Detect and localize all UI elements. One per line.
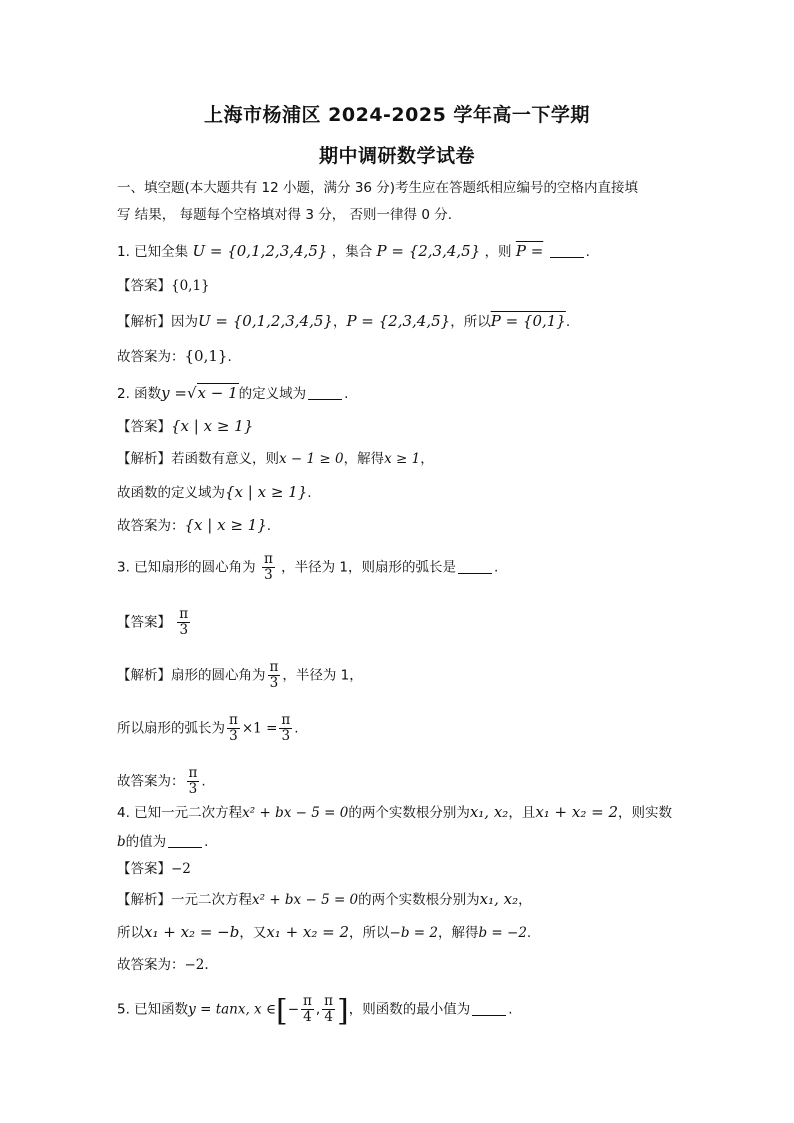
q1-blank [550,247,584,258]
answer-label: 【答案】 [117,278,171,294]
q1-set-p: P = {2,3,4,5} [376,242,481,260]
q2-blank [308,389,342,400]
q1-answer: 【答案】{0,1} [117,278,210,294]
q1-final: 故答案为：{0,1}. [117,347,232,365]
q3-angle-fraction: $\frac{\pi}{3}$ [263,551,273,583]
exam-title-line1: 上海市杨浦区 2024-2025 学年高一下学期 [204,104,590,126]
q4-answer: 【答案】−2 [117,861,191,877]
analysis-label: 【解析】 [117,314,171,330]
q4-analysis: 【解析】一元二次方程x² + bx − 5 = 0的两个实数根分别为x₁, x₂， [117,890,532,908]
q5-stem: 5. 已知函数y = tanx, x ∈[− $\frac{\pi}{4}$ , $\frac{\pi}{4}$ ]，则函数的最小值为 . [117,993,513,1029]
exam-title-line2: 期中调研数学试卷 [318,145,475,167]
q3-final: 故答案为： $\frac{\pi}{3}$ . [117,765,206,797]
section-heading: 一、填空题(本大题共有 12 小题，满分 36 分)考生应在答题纸相应编号的空格内直接填 [117,180,639,196]
q2-final: 故答案为：{x | x ≥ 1}. [117,516,272,534]
q4-final: 故答案为：−2. [117,957,209,973]
q3-analysis-cont: 所以扇形的弧长为 $\frac{\pi}{3}$ ×1 = $\frac{\pi}{3}$ . [117,712,299,744]
q4-blank [168,837,202,848]
q4-analysis-cont: 所以x₁ + x₂ = −b，又x₁ + x₂ = 2，所以−b = 2，解得b = −2. [117,923,532,941]
q3-analysis: 【解析】扇形的圆心角为 $\frac{\pi}{3}$ ，半径为 1， [117,659,363,691]
q1-complement: P = [515,242,544,260]
q2-analysis: 【解析】若函数有意义，则x − 1 ≥ 0，解得x ≥ 1， [117,451,434,467]
q4-stem: 4. 已知一元二次方程x² + bx − 5 = 0的两个实数根分别为x₁, x₂，且x₁ + x₂ = 2，则实数 [117,803,673,821]
section-heading-cont: 写 结果， 每题每个空格填对得 3 分， 否则一律得 0 分. [117,207,453,223]
q5-blank [472,1005,506,1016]
q4-stem-cont: b的值为 . [117,834,209,850]
q2-analysis-cont: 故函数的定义域为{x | x ≥ 1}. [117,483,312,501]
q3-blank [458,563,492,574]
q1-universal-set: U = {0,1,2,3,4,5} [192,242,328,260]
q3-answer: 【答案】 $\frac{\pi}{3}$ [117,606,189,638]
q2-answer: 【答案】{x | x ≥ 1} [117,417,254,435]
q2-stem: 2. 函数y =√x − 1的定义域为 . [117,384,349,402]
q1-stem: 1. 已知全集 U = {0,1,2,3,4,5} ，集合 P = {2,3,4,5} ，则 P = . [117,242,590,260]
q3-stem: 3. 已知扇形的圆心角为 $\frac{\pi}{3}$ ，半径为 1，则扇形的弧长是 . [117,551,499,583]
q1-analysis: 【解析】因为U = {0,1,2,3,4,5}，P = {2,3,4,5}，所以P = {0,1}. [117,312,571,330]
